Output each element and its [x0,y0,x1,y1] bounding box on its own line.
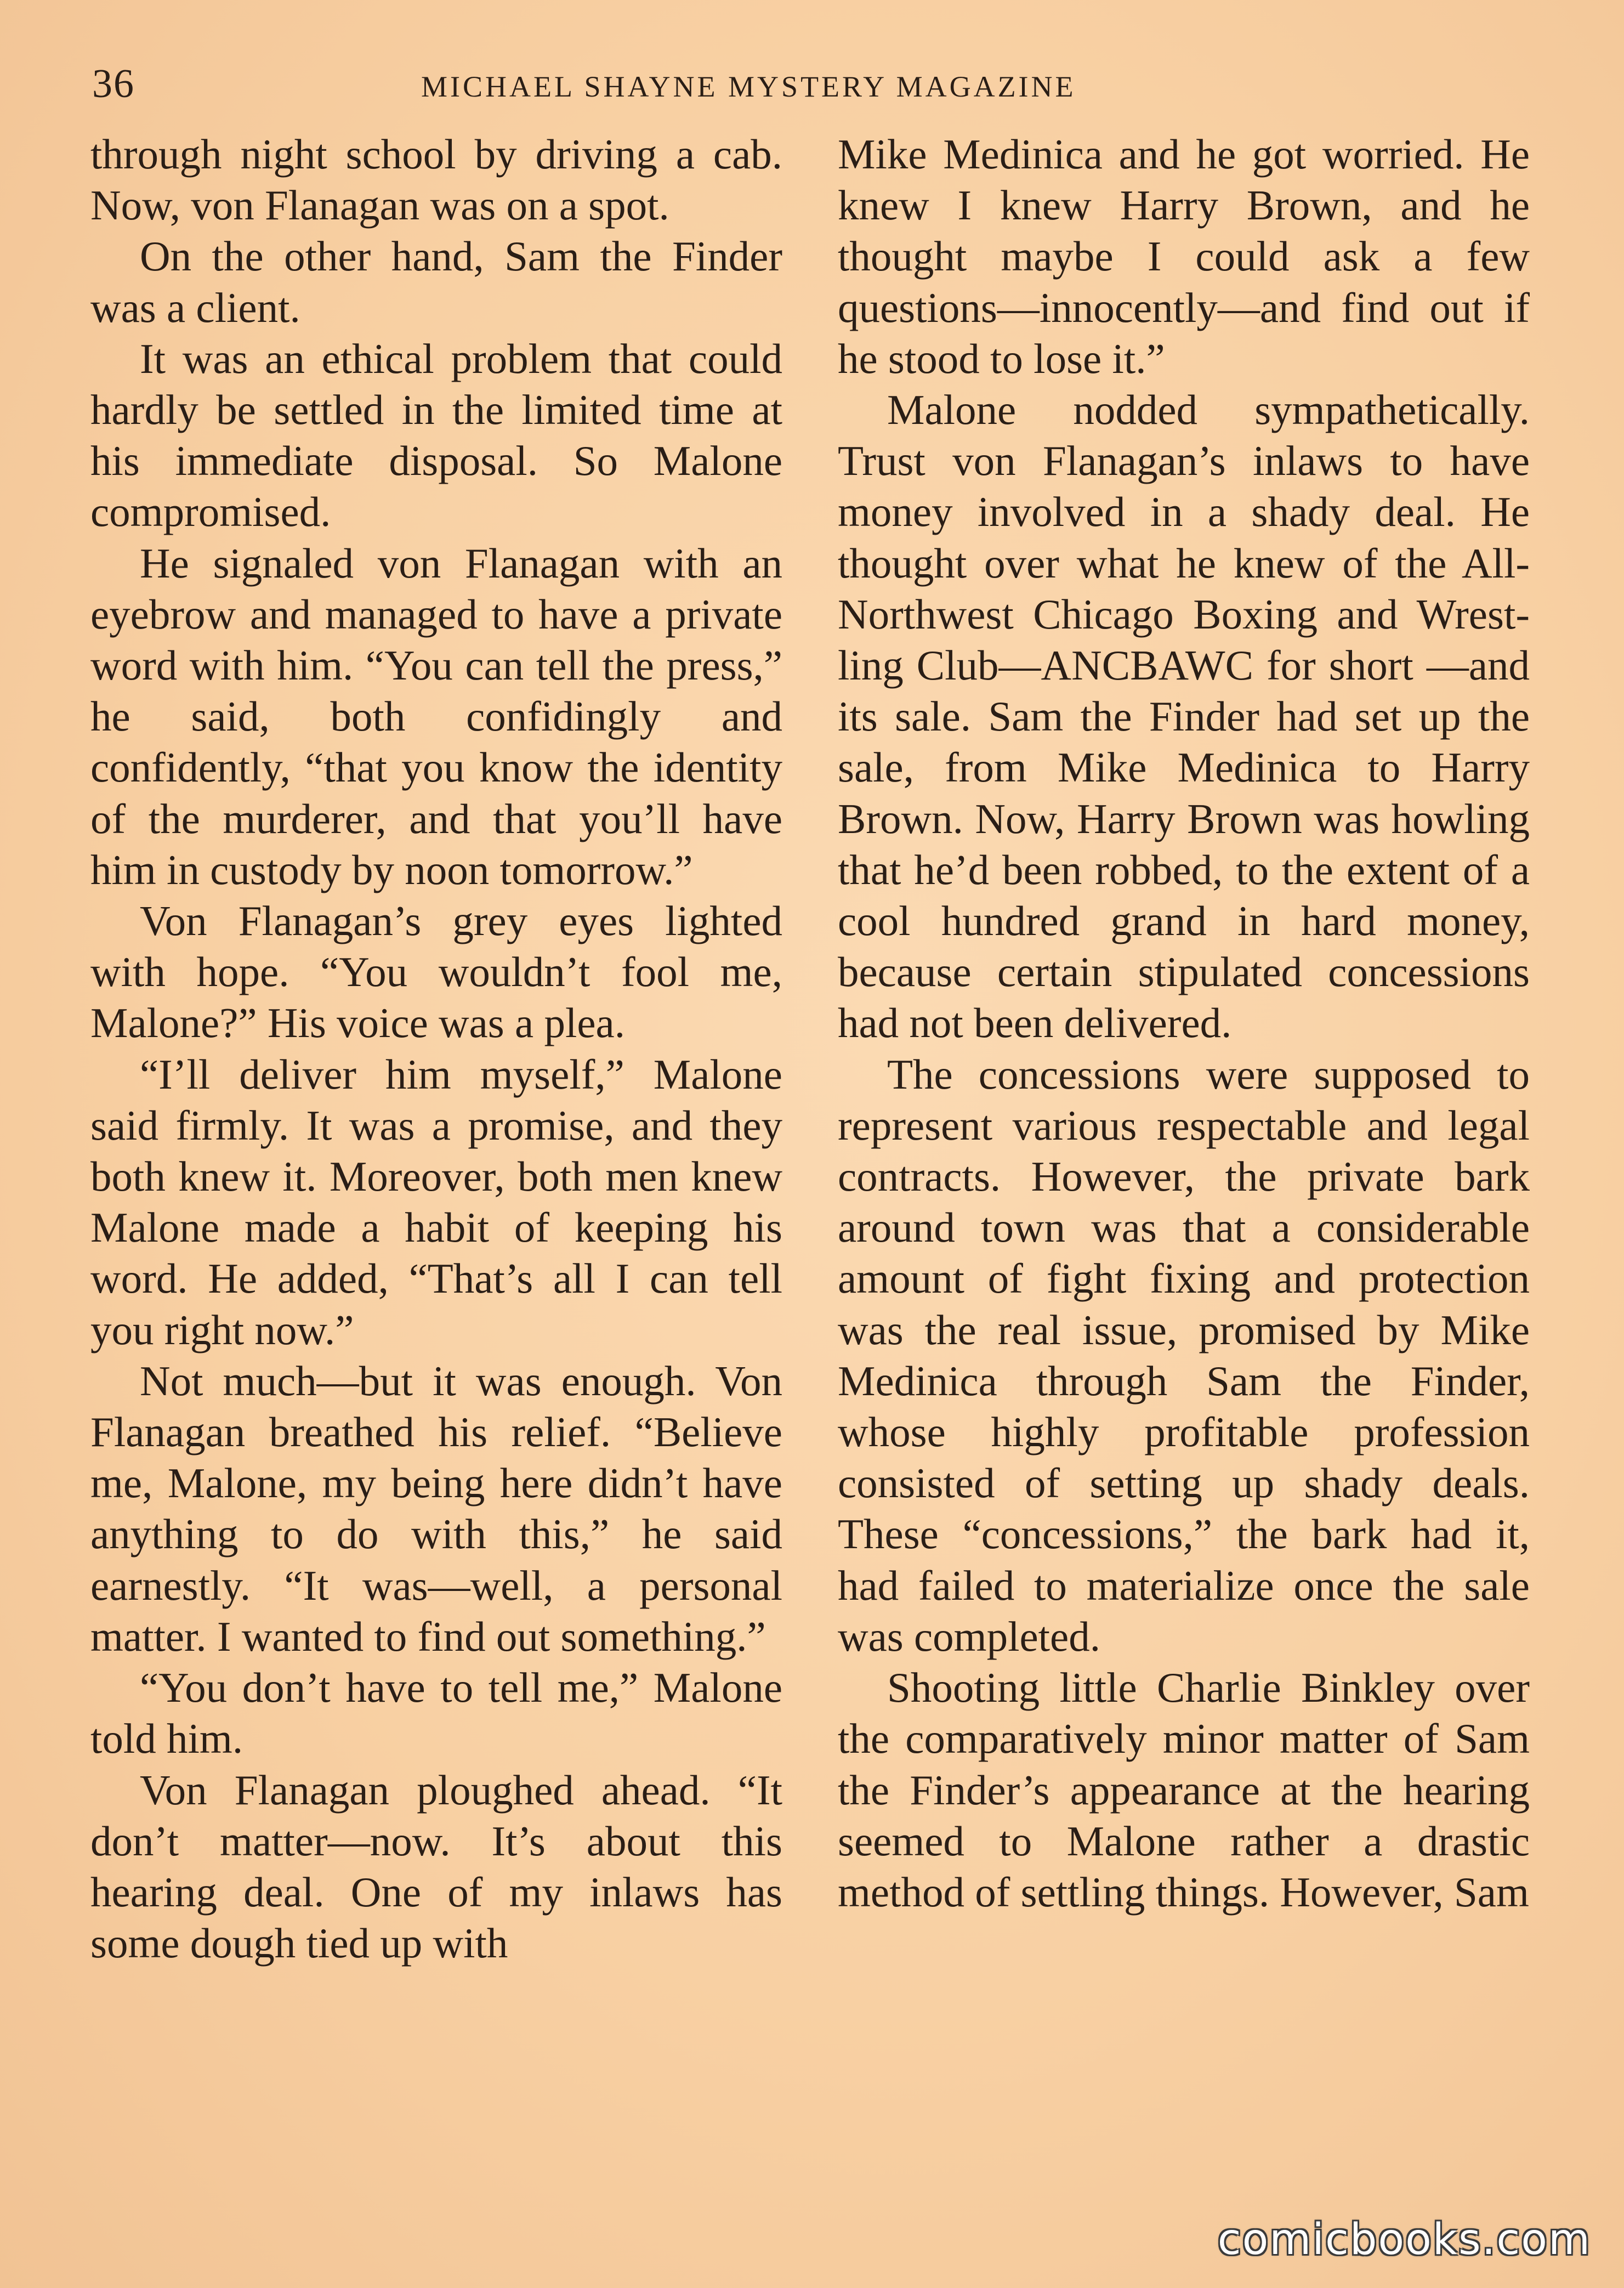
paragraph: Not much—but it was enough. Von Flanagan breathed his relief. “Believe me, Malone, my being here didn’t have anything to do with this,” he said earnestly. “It was—well, a personal matter. I wanted to find out something.” [90,1357,782,1660]
running-title: MICHAEL SHAYNE MYSTERY MAGAZINE [421,70,1076,103]
paragraph: Malone nodded sympathetically. Trust von Flanagan’s inlaws to have money involved in a shady deal. He thought over what he knew of the All-Northwest Chicago Boxing and Wrestling Club—ANCBAWC for short —and its sale. Sam the Finder had set up the sale, from Mike Medinica to Harry Brown. Now, Harry Brown was howling that he’d been robbed, to the extent of a cool hundred grand in hard money, because certain stipulated concessions had not been delivered. [838,386,1530,1047]
paragraph: Von Flanagan ploughed ahead. “It don’t matter—now. It’s about this hearing deal. One of my inlaws has some dough tied up with [90,1766,782,1967]
right-column [838,129,1530,1918]
left-column [90,129,782,1969]
paragraph: “I’ll deliver him myself,” Malone said firmly. It was a promise, and they both knew it. Moreover, both men knew Malone made a habit of keeping his word. He added, “That’s all I can tell you right now.” [90,1050,782,1353]
paragraph: “You don’t have to tell me,” Malone told him. [90,1664,782,1763]
paragraph: Mike Medinica and he got worried. He knew I knew Harry Brown, and he thought maybe I could ask a few questions—innocently—and find out if he stood to lose it.” [838,131,1530,382]
paragraph: The concessions were supposed to represent various respectable and legal contracts. However, the private bark around town was that a considerable amount of fight fixing and protection was the real issue, promised by Mike Medinica through Sam the Finder, whose highly profitable profession consisted of setting up shady deals. These “concessions,” the bark had it, had failed to materialize once the sale was completed. [838,1050,1530,1660]
paragraph: Von Flanagan’s grey eyes lighted with hope. “You wouldn’t fool me, Malone?” His voice was a plea. [90,897,782,1047]
watermark: comicbooks.com [1217,2215,1591,2264]
paragraph: Shooting little Charlie Binkley over the comparatively minor matter of Sam the Finder’s appearance at the hearing seemed to Malone rather a drastic method of settling things. However, Sam [838,1664,1530,1916]
page-number: 36 [92,61,135,106]
paragraph: He signaled von Flanagan with an eyebrow and managed to have a private word with him. “You can tell the press,” he said, both confidingly and confidently, “that you know the identity of the murderer, and that you’ll have him in custody by noon tomorrow.” [90,539,782,893]
paragraph: On the other hand, Sam the Finder was a client. [90,233,782,331]
page-header [92,59,1529,109]
paragraph: It was an ethical problem that could hardly be settled in the limited time at his immediate disposal. So Malone compromised. [90,335,782,536]
paragraph: through night school by driving a cab. Now, von Flanagan was on a spot. [90,131,782,229]
